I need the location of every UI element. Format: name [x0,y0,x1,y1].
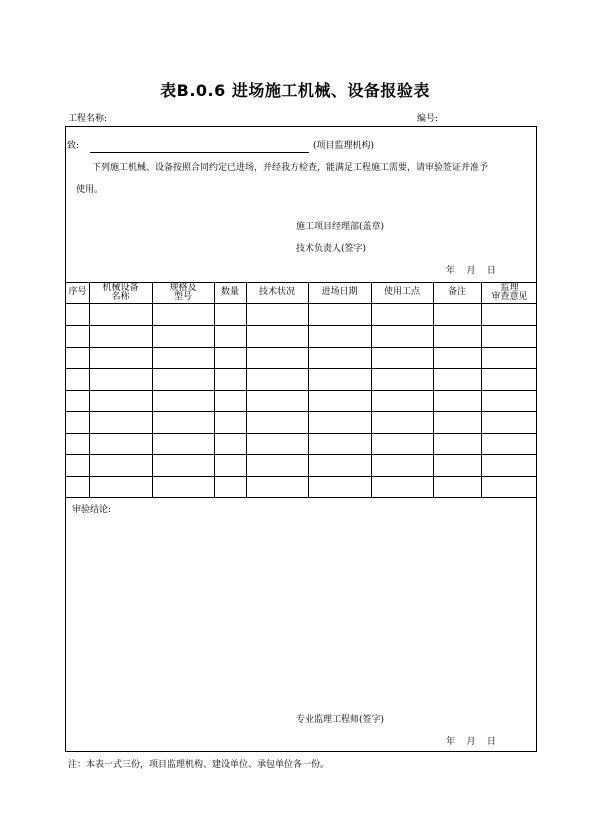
header-spec-line2: 型号 [173,292,192,302]
conclusion-label: 审验结论: [72,505,112,515]
col-divider [246,282,247,497]
header-spec-line1: 规格及 [169,283,197,293]
project-name-label: 工程名称: [68,114,108,124]
col-divider [152,282,153,497]
header-name-line1: 机械设备 [102,283,139,293]
body-text-line2: 使用。 [76,185,104,195]
header-review-line2: 审查意见 [491,292,528,302]
table-bottom-border [66,497,536,498]
number-label: 编号: [417,114,439,124]
table-row-line [66,476,536,477]
engineer-sign-label: 专业监理工程师(签字) [296,715,385,725]
table-row-line [66,347,536,348]
dept-seal-label: 施工项目经理部(盖章) [296,222,385,232]
header-remark: 备注 [447,287,466,297]
header-review-line1: 监理 [500,283,519,293]
header-use-point: 使用工点 [383,287,420,297]
table-row-line [66,454,536,455]
col-divider [89,282,90,497]
to-label: 致: [67,141,80,151]
table-header-bottom [66,303,536,304]
table-row-line [66,433,536,434]
supervisor-blank-line [90,152,309,153]
col-divider [481,282,482,497]
table-row-line [66,368,536,369]
tech-sign-label: 技术负责人(签字) [296,244,367,254]
header-entry-date: 进场日期 [321,287,358,297]
header-qty: 数量 [220,287,239,297]
col-divider [308,282,309,497]
table-row-line [66,411,536,412]
table-row-line [66,325,536,326]
form-title: 表B.0.6 进场施工机械、设备报验表 [160,81,430,100]
footnote: 注：本表一式三份，项目监理机构、建设单位、承包单位各一份。 [68,760,330,770]
header-name-line2: 名称 [111,292,130,302]
col-divider [214,282,215,497]
table-row-line [66,390,536,391]
body-text-line1: 下列施工机械、设备按照合同约定已进场，并经我方检查，能满足工程施工需要，请审验签证并准予 [92,163,489,173]
date-line-1: 年 月 日 [446,266,496,276]
col-divider [433,282,434,497]
form-frame [65,126,537,752]
header-tech-status: 技术状况 [258,287,295,297]
date-line-2: 年 月 日 [446,737,496,747]
header-seq: 序号 [68,287,87,297]
supervisor-org-label: (项目监理机构) [313,141,375,151]
col-divider [371,282,372,497]
